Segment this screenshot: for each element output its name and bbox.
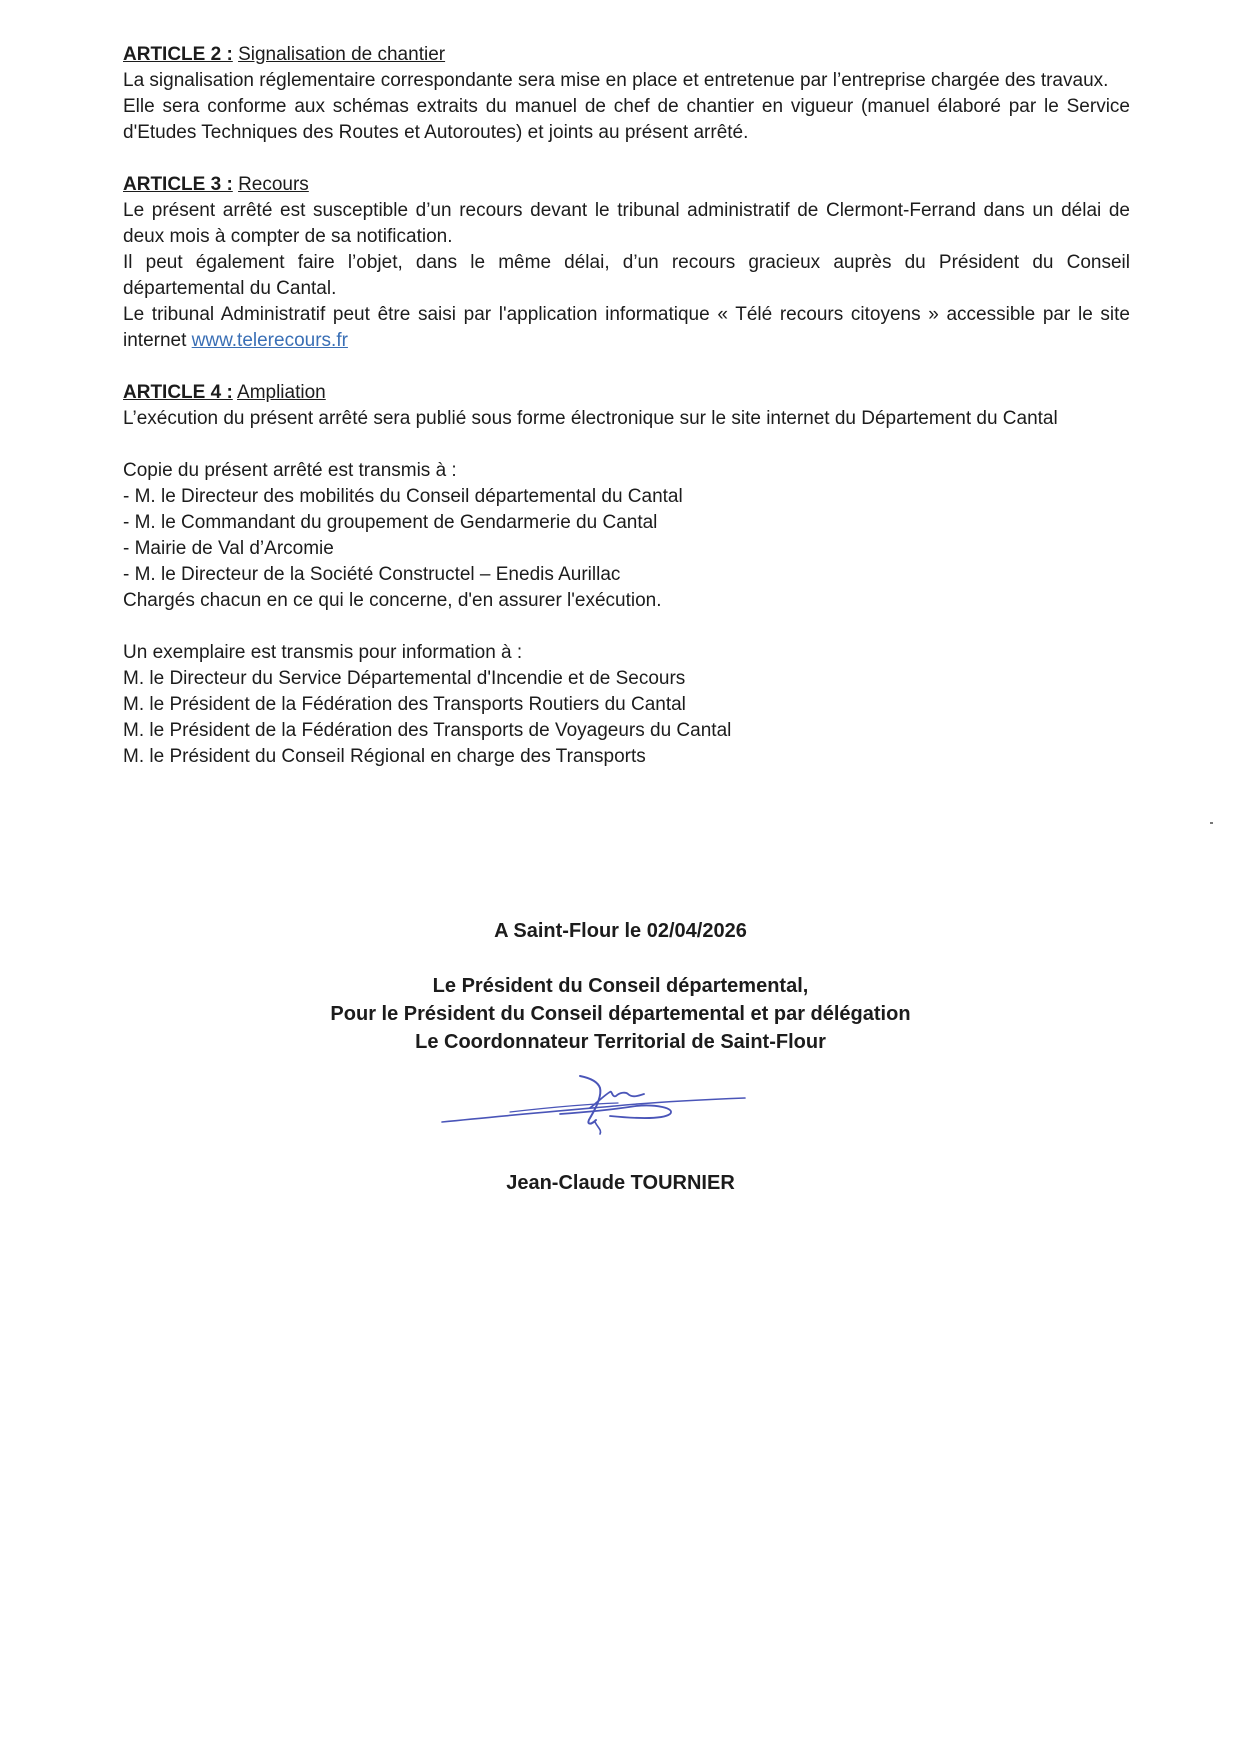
list-item: - Mairie de Val d’Arcomie <box>123 538 334 559</box>
article-3-paragraph: Il peut également faire l’objet, dans le même délai, d’un recours gracieux auprès du Président du Conseil départemental du Cantal. <box>123 252 1130 299</box>
article-2-paragraph: La signalisation réglementaire correspondante sera mise en place et entretenue par l’entreprise chargée des travaux. <box>123 70 1109 91</box>
article-4-name: Ampliation <box>237 382 326 403</box>
article-4-paragraph: L’exécution du présent arrêté sera publié sous forme électronique sur le site internet du Département du Cantal <box>123 408 1058 429</box>
list-item: M. le Président de la Fédération des Transports Routiers du Cantal <box>123 694 686 715</box>
copies-list <box>123 484 1130 588</box>
article-3-heading <box>123 172 1130 198</box>
article-3-label: ARTICLE 3 : <box>123 174 233 195</box>
article-3-name: Recours <box>238 174 309 195</box>
article-4-heading <box>123 380 1130 406</box>
list-item: M. le Directeur du Service Départemental d'Incendie et de Secours <box>123 668 686 689</box>
information-intro: Un exemplaire est transmis pour information à : <box>123 642 523 663</box>
telerecours-text: Le tribunal Administratif peut être saisi par l'application informatique « Télé recours citoyens » accessible par le site internet <box>123 304 1130 351</box>
telerecours-link[interactable]: www.telerecours.fr <box>191 330 348 351</box>
signatory-role-line: Le Coordonnateur Territorial de Saint-Flour <box>415 1031 826 1053</box>
article-2 <box>123 42 1130 146</box>
article-3 <box>123 172 1130 354</box>
list-item: - M. le Commandant du groupement de Gendarmerie du Cantal <box>123 512 658 533</box>
list-item: - M. le Directeur de la Société Constructel – Enedis Aurillac <box>123 564 621 585</box>
signer-name: Jean-Claude TOURNIER <box>506 1172 735 1194</box>
list-item: M. le Président du Conseil Régional en charge des Transports <box>123 746 646 767</box>
article-2-label: ARTICLE 2 : <box>123 44 233 65</box>
article-3-paragraph: Le présent arrêté est susceptible d’un recours devant le tribunal administratif de Clermont-Ferrand dans un délai de deux mois à compter de sa notification. <box>123 200 1130 247</box>
article-2-name: Signalisation de chantier <box>238 44 446 65</box>
information-section <box>123 640 1130 770</box>
copies-intro: Copie du présent arrêté est transmis à : <box>123 460 457 481</box>
copies-closing: Chargés chacun en ce qui le concerne, d'en assurer l'exécution. <box>123 590 662 611</box>
signatory-role-line: Pour le Président du Conseil départemental et par délégation <box>330 1003 911 1025</box>
information-list <box>123 666 1130 770</box>
handwritten-signature <box>440 1070 760 1140</box>
article-2-heading <box>123 42 1130 68</box>
article-4 <box>123 380 1130 432</box>
list-item: M. le Président de la Fédération des Transports de Voyageurs du Cantal <box>123 720 732 741</box>
article-4-label: ARTICLE 4 : <box>123 382 233 403</box>
scan-speck <box>1210 822 1213 824</box>
signatory-roles <box>0 972 1241 1056</box>
place-date: A Saint-Flour le 02/04/2026 <box>494 920 747 942</box>
signatory-role-line: Le Président du Conseil départemental, <box>432 975 809 997</box>
article-3-paragraph-telerecours <box>123 302 1130 354</box>
article-2-paragraph: Elle sera conforme aux schémas extraits du manuel de chef de chantier en vigueur (manuel élaboré par le Service d'Etudes Techniques des Routes et Autoroutes) et joints au présent arrêté. <box>123 96 1130 143</box>
document-body <box>123 42 1130 770</box>
list-item: - M. le Directeur des mobilités du Conseil départemental du Cantal <box>123 486 683 507</box>
copies-section <box>123 458 1130 614</box>
